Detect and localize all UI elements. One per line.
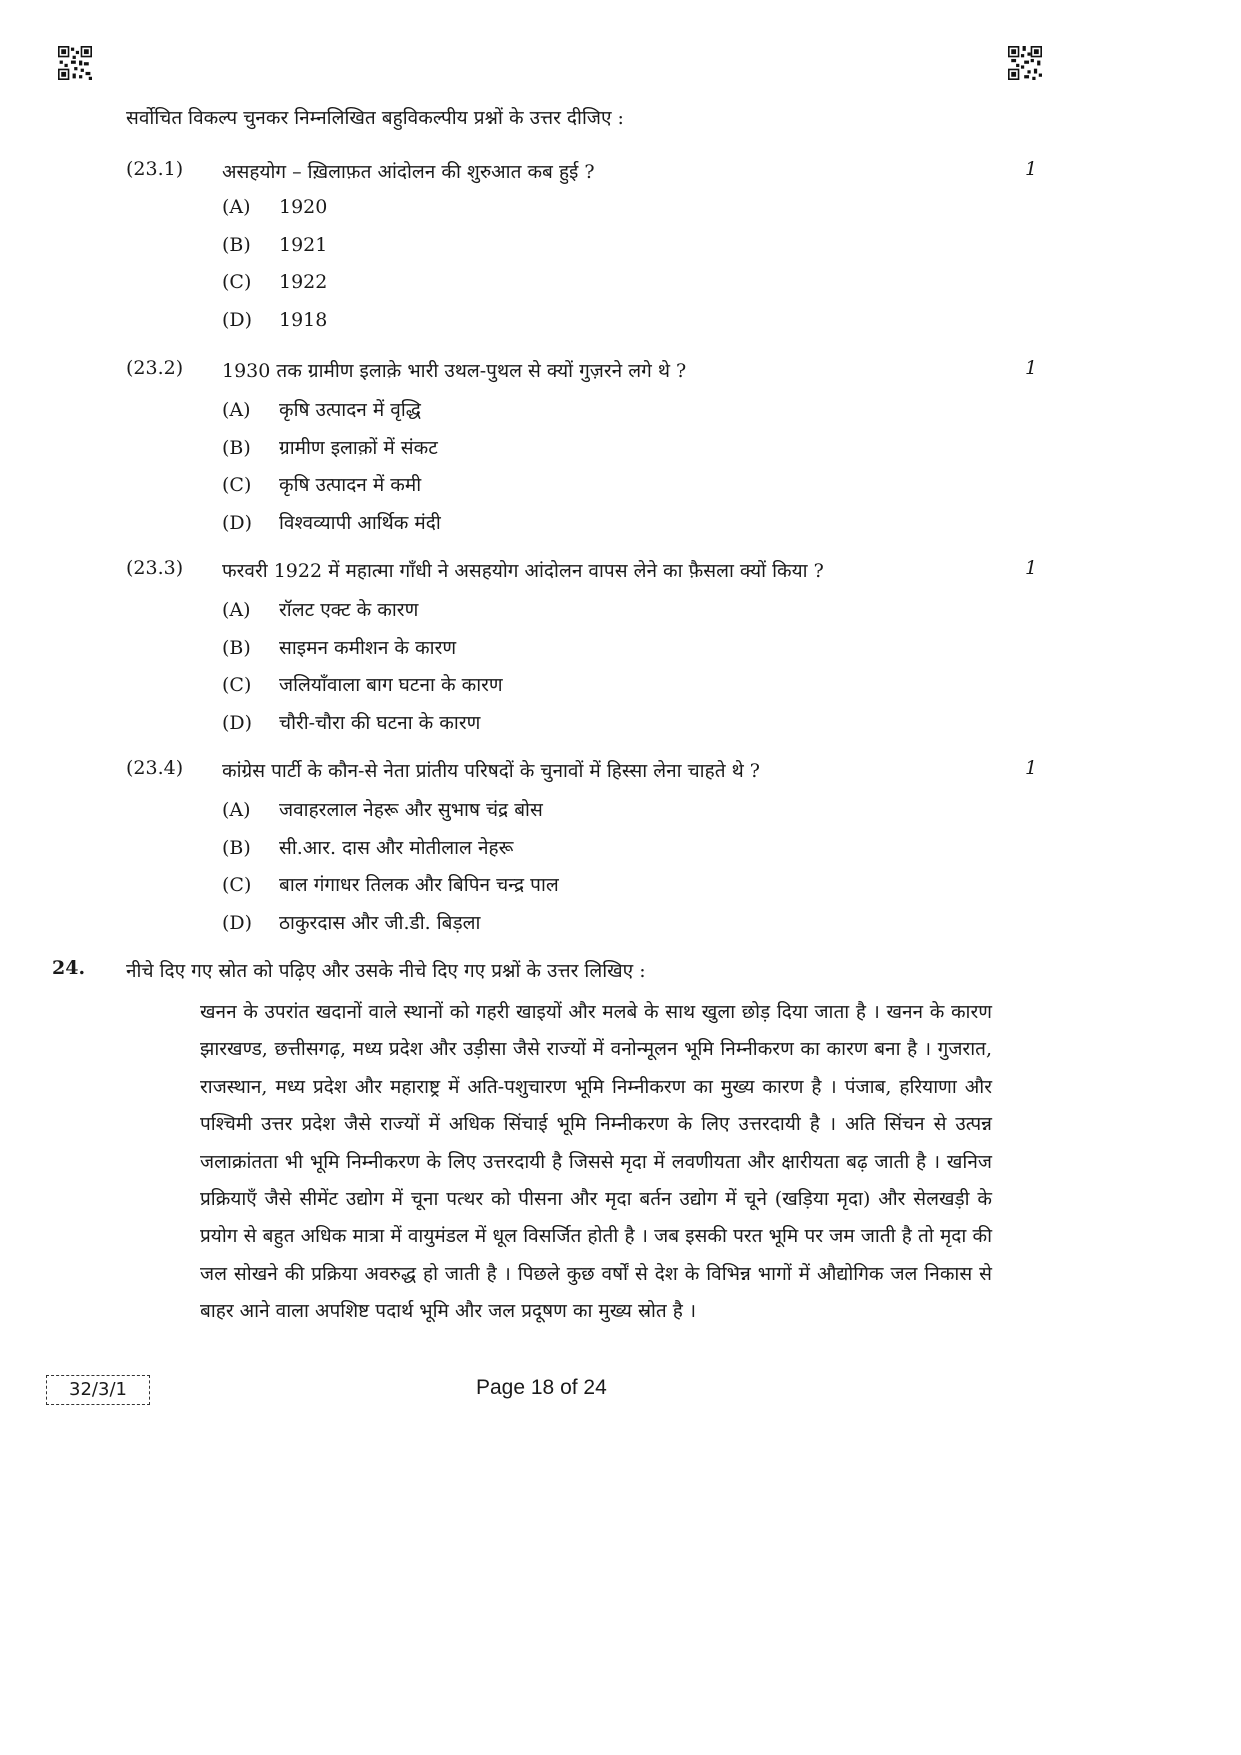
- qr-code-right-icon: [1008, 46, 1042, 80]
- option-label: (D): [222, 309, 253, 331]
- section-instruction: सर्वोचित विकल्प चुनकर निम्नलिखित बहुविकल्पीय प्रश्नों के उत्तर दीजिए :: [126, 107, 624, 129]
- question-text: 1930 तक ग्रामीण इलाक़े भारी उथल-पुथल से क्यों गुज़रने लगे थे ?: [222, 360, 687, 382]
- question-number: (23.2): [126, 357, 184, 379]
- option-label: (A): [222, 599, 251, 621]
- option-item: [222, 596, 418, 622]
- option-label: (B): [222, 637, 251, 659]
- option-item: [222, 834, 513, 860]
- question-number: (23.4): [126, 757, 184, 779]
- option-label: (B): [222, 234, 251, 256]
- option-text: सी.आर. दास और मोतीलाल नेहरू: [279, 837, 514, 859]
- option-text: 1921: [279, 234, 328, 256]
- option-label: (A): [222, 196, 251, 218]
- option-label: (A): [222, 799, 251, 821]
- option-item: [222, 634, 456, 660]
- option-label: (B): [222, 437, 251, 459]
- option-text: ग्रामीण इलाक़ों में संकट: [279, 437, 438, 459]
- option-item: [222, 434, 438, 460]
- option-item: [222, 709, 480, 735]
- question-marks: 1: [1025, 158, 1038, 180]
- question-marks: 1: [1025, 357, 1038, 379]
- option-text: बाल गंगाधर तिलक और बिपिन चन्द्र पाल: [279, 874, 559, 896]
- question-marks: 1: [1025, 557, 1038, 579]
- option-text: विश्वव्यापी आर्थिक मंदी: [279, 512, 441, 534]
- question-24-instruction: नीचे दिए गए स्रोत को पढ़िए और उसके नीचे दिए गए प्रश्नों के उत्तर लिखिए :: [126, 960, 646, 982]
- option-item: [222, 796, 543, 822]
- option-item: [222, 471, 421, 497]
- question-text: असहयोग – ख़िलाफ़त आंदोलन की शुरुआत कब हुई ?: [222, 161, 595, 183]
- option-label: (C): [222, 474, 252, 496]
- option-label: (D): [222, 912, 253, 934]
- page-number: Page 18 of 24: [476, 1376, 607, 1399]
- option-text: 1918: [279, 309, 328, 331]
- option-item: [222, 234, 327, 256]
- option-text: 1922: [279, 271, 328, 293]
- option-label: (D): [222, 712, 253, 734]
- qr-code-left-icon: [58, 46, 92, 80]
- option-label: (C): [222, 674, 252, 696]
- option-item: [222, 509, 441, 535]
- option-item: [222, 909, 480, 935]
- option-item: [222, 196, 327, 218]
- option-label: (A): [222, 399, 251, 421]
- option-item: [222, 309, 327, 331]
- question-number: (23.1): [126, 158, 184, 180]
- option-text: जलियाँवाला बाग घटना के कारण: [279, 674, 503, 696]
- option-label: (C): [222, 874, 252, 896]
- option-item: [222, 271, 327, 293]
- option-text: कृषि उत्पादन में वृद्धि: [279, 399, 421, 421]
- option-text: रॉलट एक्ट के कारण: [279, 599, 419, 621]
- option-text: 1920: [279, 196, 328, 218]
- question-text: कांग्रेस पार्टी के कौन-से नेता प्रांतीय परिषदों के चुनावों में हिस्सा लेना चाहते थे ?: [222, 760, 760, 782]
- option-text: चौरी-चौरा की घटना के कारण: [279, 712, 481, 734]
- option-label: (C): [222, 271, 252, 293]
- option-item: [222, 396, 421, 422]
- option-item: [222, 671, 503, 697]
- option-text: जवाहरलाल नेहरू और सुभाष चंद्र बोस: [279, 799, 543, 821]
- question-text: फरवरी 1922 में महात्मा गाँधी ने असहयोग आंदोलन वापस लेने का फ़ैसला क्यों किया ?: [222, 560, 824, 582]
- question-marks: 1: [1025, 757, 1038, 779]
- option-text: ठाकुरदास और जी.डी. बिड़ला: [279, 912, 481, 934]
- option-label: (B): [222, 837, 251, 859]
- paper-code: 32/3/1: [46, 1375, 150, 1405]
- question-24-number: 24.: [52, 957, 86, 979]
- option-label: (D): [222, 512, 253, 534]
- option-text: साइमन कमीशन के कारण: [279, 637, 457, 659]
- option-text: कृषि उत्पादन में कमी: [279, 474, 422, 496]
- question-number: (23.3): [126, 557, 184, 579]
- source-passage: खनन के उपरांत खदानों वाले स्थानों को गहरी खाइयों और मलबे के साथ खुला छोड़ दिया जाता है । खनन के कारण झारखण्ड, छत्तीसगढ़, मध्य प्रदेश और उड़ीसा जैसे राज्यों में वनोन्मूलन भूमि निम्नीकरण का कारण बना है । गुजरात, राजस्थान, मध्य प्रदेश और महाराष्ट्र में अति-पशुचारण भूमि निम्नीकरण का मुख्य कारण है । पंजाब, हरियाणा और पश्चिमी उत्तर प्रदेश जैसे राज्यों में अधिक सिंचाई भूमि निम्नीकरण के लिए उत्तरदायी है । अति सिंचन से उत्पन्न जलाक्रांतता भी भूमि निम्नीकरण के लिए उत्तरदायी है जिससे मृदा में लवणीयता और क्षारीयता बढ़ जाती है । खनिज प्रक्रियाएँ जैसे सीमेंट उद्योग में चूना पत्थर को पीसना और मृदा बर्तन उद्योग में चूने (खड़िया मृदा) और सेलखड़ी के प्रयोग से बहुत अधिक मात्रा में वायुमंडल में धूल विसर्जित होती है । जब इसकी परत भूमि पर जम जाती है तो मृदा की जल सोखने की प्रक्रिया अवरुद्ध हो जाती है । पिछले कुछ वर्षों से देश के विभिन्न भागों में औद्योगिक जल निकास से बाहर आने वाला अपशिष्ट पदार्थ भूमि और जल प्रदूषण का मुख्य स्रोत है ।: [200, 1001, 992, 1323]
- option-item: [222, 871, 559, 897]
